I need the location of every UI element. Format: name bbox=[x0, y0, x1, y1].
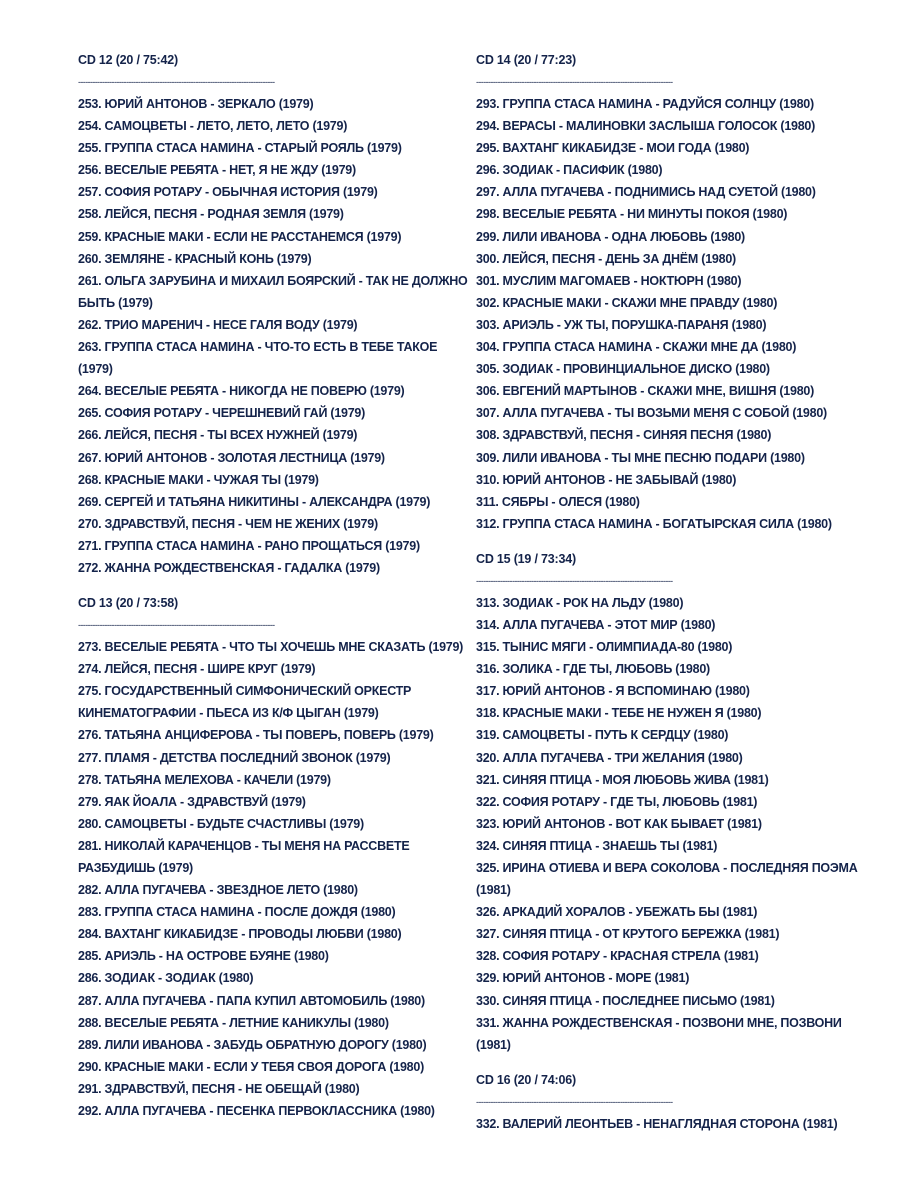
track-item: 283. ГРУППА СТАСА НАМИНА - ПОСЛЕ ДОЖДЯ (1980) bbox=[78, 905, 396, 920]
track-item: 316. ЗОЛИКА - ГДЕ ТЫ, ЛЮБОВЬ (1980) bbox=[476, 662, 710, 677]
track-item: 285. АРИЭЛЬ - НА ОСТРОВЕ БУЯНЕ (1980) bbox=[78, 949, 329, 964]
track-item: 253. ЮРИЙ АНТОНОВ - ЗЕРКАЛО (1979) bbox=[78, 97, 314, 111]
track-item: 297. АЛЛА ПУГАЧЕВА - ПОДНИМИСЬ НАД СУЕТОЙ (1980) bbox=[476, 185, 816, 200]
track-item: 330. СИНЯЯ ПТИЦА - ПОСЛЕДНЕЕ ПИСЬМО (1981) bbox=[476, 993, 775, 1008]
track-item: 269. СЕРГЕЙ И ТАТЬЯНА НИКИТИНЫ - АЛЕКСАНДРА (1979) bbox=[78, 494, 431, 509]
track-item: 309. ЛИЛИ ИВАНОВА - ТЫ МНЕ ПЕСНЮ ПОДАРИ (1980) bbox=[476, 450, 805, 465]
track-item: 275. ГОСУДАРСТВЕННЫЙ СИМФОНИЧЕСКИЙ ОРКЕСТР КИНЕМАТОГРАФИИ - ПЬЕСА ИЗ К/Ф ЦЫГАН (1979) bbox=[78, 684, 412, 721]
track-item: 326. АРКАДИЙ ХОРАЛОВ - УБЕЖАТЬ БЫ (1981) bbox=[476, 905, 758, 920]
track-item: 284. ВАХТАНГ КИКАБИДЗЕ - ПРОВОДЫ ЛЮБВИ (1980) bbox=[78, 927, 402, 942]
track-item: 328. СОФИЯ РОТАРУ - КРАСНАЯ СТРЕЛА (1981) bbox=[476, 949, 759, 964]
track-item: 331. ЖАННА РОЖДЕСТВЕНСКАЯ - ПОЗВОНИ МНЕ, ПОЗВОНИ (1981) bbox=[476, 1015, 842, 1052]
track-item: 267. ЮРИЙ АНТОНОВ - ЗОЛОТАЯ ЛЕСТНИЦА (1979) bbox=[78, 450, 385, 465]
track-item: 264. ВЕСЕЛЫЕ РЕБЯТА - НИКОГДА НЕ ПОВЕРЮ (1979) bbox=[78, 384, 405, 399]
cd-header: CD 15 (19 / 73:34) bbox=[476, 551, 576, 566]
left-column bbox=[78, 49, 470, 1135]
track-item: 311. СЯБРЫ - ОЛЕСЯ (1980) bbox=[476, 494, 640, 509]
track-item: 310. ЮРИЙ АНТОНОВ - НЕ ЗАБЫВАЙ (1980) bbox=[476, 472, 737, 487]
track-item: 287. АЛЛА ПУГАЧЕВА - ПАПА КУПИЛ АВТОМОБИЛЬ (1980) bbox=[78, 993, 425, 1008]
track-item: 299. ЛИЛИ ИВАНОВА - ОДНА ЛЮБОВЬ (1980) bbox=[476, 229, 745, 244]
cd-header: CD 13 (20 / 73:58) bbox=[78, 596, 178, 611]
track-item: 274. ЛЕЙСЯ, ПЕСНЯ - ШИРЕ КРУГ (1979) bbox=[78, 662, 316, 677]
track-item: 293. ГРУППА СТАСА НАМИНА - РАДУЙСЯ СОЛНЦУ (1980) bbox=[476, 97, 814, 111]
right-column bbox=[476, 49, 868, 1148]
track-item: 308. ЗДРАВСТВУЙ, ПЕСНЯ - СИНЯЯ ПЕСНЯ (1980) bbox=[476, 428, 772, 443]
track-item: 262. ТРИО МАРЕНИЧ - НЕСЕ ГАЛЯ ВОДУ (1979) bbox=[78, 317, 358, 332]
cd-header: CD 14 (20 / 77:23) bbox=[476, 53, 576, 67]
cd-block bbox=[476, 548, 868, 1056]
track-item: 256. ВЕСЕЛЫЕ РЕБЯТА - НЕТ, Я НЕ ЖДУ (1979) bbox=[78, 163, 356, 178]
cd-header: CD 12 (20 / 75:42) bbox=[78, 53, 178, 67]
separator-line: ---------------------------------------------------------------------------------- bbox=[78, 77, 275, 87]
track-item: 315. ТЫНИС МЯГИ - ОЛИМПИАДА-80 (1980) bbox=[476, 640, 733, 655]
track-item: 320. АЛЛА ПУГАЧЕВА - ТРИ ЖЕЛАНИЯ (1980) bbox=[476, 750, 743, 765]
track-item: 319. САМОЦВЕТЫ - ПУТЬ К СЕРДЦУ (1980) bbox=[476, 728, 729, 743]
track-item: 286. ЗОДИАК - ЗОДИАК (1980) bbox=[78, 971, 254, 986]
track-item: 303. АРИЭЛЬ - УЖ ТЫ, ПОРУШКА-ПАРАНЯ (1980) bbox=[476, 317, 767, 332]
track-item: 306. ЕВГЕНИЙ МАРТЫНОВ - СКАЖИ МНЕ, ВИШНЯ (1980) bbox=[476, 384, 815, 399]
track-item: 268. КРАСНЫЕ МАКИ - ЧУЖАЯ ТЫ (1979) bbox=[78, 472, 319, 487]
track-item: 298. ВЕСЕЛЫЕ РЕБЯТА - НИ МИНУТЫ ПОКОЯ (1980) bbox=[476, 207, 788, 222]
track-item: 318. КРАСНЫЕ МАКИ - ТЕБЕ НЕ НУЖЕН Я (1980) bbox=[476, 706, 762, 721]
track-item: 314. АЛЛА ПУГАЧЕВА - ЭТОТ МИР (1980) bbox=[476, 617, 716, 632]
track-item: 289. ЛИЛИ ИВАНОВА - ЗАБУДЬ ОБРАТНУЮ ДОРОГУ (1980) bbox=[78, 1037, 427, 1052]
track-item: 312. ГРУППА СТАСА НАМИНА - БОГАТЫРСКАЯ СИЛА (1980) bbox=[476, 516, 832, 531]
track-item: 300. ЛЕЙСЯ, ПЕСНЯ - ДЕНЬ ЗА ДНЁМ (1980) bbox=[476, 251, 736, 266]
track-item: 288. ВЕСЕЛЫЕ РЕБЯТА - ЛЕТНИЕ КАНИКУЛЫ (1980) bbox=[78, 1015, 389, 1030]
track-item: 324. СИНЯЯ ПТИЦА - ЗНАЕШЬ ТЫ (1981) bbox=[476, 838, 718, 853]
track-item: 259. КРАСНЫЕ МАКИ - ЕСЛИ НЕ РАССТАНЕМСЯ (1979) bbox=[78, 229, 402, 244]
cd-block bbox=[476, 49, 868, 535]
track-item: 280. САМОЦВЕТЫ - БУДЬТЕ СЧАСТЛИВЫ (1979) bbox=[78, 816, 364, 831]
track-item: 254. САМОЦВЕТЫ - ЛЕТО, ЛЕТО, ЛЕТО (1979) bbox=[78, 119, 348, 134]
track-item: 292. АЛЛА ПУГАЧЕВА - ПЕСЕНКА ПЕРВОКЛАССНИКА (1980) bbox=[78, 1104, 435, 1119]
track-item: 282. АЛЛА ПУГАЧЕВА - ЗВЕЗДНОЕ ЛЕТО (1980) bbox=[78, 883, 358, 898]
track-item: 270. ЗДРАВСТВУЙ, ПЕСНЯ - ЧЕМ НЕ ЖЕНИХ (1979) bbox=[78, 516, 378, 531]
track-item: 329. ЮРИЙ АНТОНОВ - МОРЕ (1981) bbox=[476, 971, 690, 986]
track-item: 290. КРАСНЫЕ МАКИ - ЕСЛИ У ТЕБЯ СВОЯ ДОРОГА (1980) bbox=[78, 1059, 424, 1074]
separator-line: ---------------------------------------------------------------------------------- bbox=[476, 575, 673, 586]
track-item: 258. ЛЕЙСЯ, ПЕСНЯ - РОДНАЯ ЗЕМЛЯ (1979) bbox=[78, 207, 344, 222]
track-item: 276. ТАТЬЯНА АНЦИФЕРОВА - ТЫ ПОВЕРЬ, ПОВЕРЬ (1979) bbox=[78, 728, 434, 743]
track-item: 313. ЗОДИАК - РОК НА ЛЬДУ (1980) bbox=[476, 595, 684, 610]
track-item: 273. ВЕСЕЛЫЕ РЕБЯТА - ЧТО ТЫ ХОЧЕШЬ МНЕ СКАЗАТЬ (1979) bbox=[78, 640, 464, 655]
track-item: 327. СИНЯЯ ПТИЦА - ОТ КРУТОГО БЕРЕЖКА (1981) bbox=[476, 927, 780, 942]
track-item: 277. ПЛАМЯ - ДЕТСТВА ПОСЛЕДНИЙ ЗВОНОК (1979) bbox=[78, 750, 391, 765]
track-item: 266. ЛЕЙСЯ, ПЕСНЯ - ТЫ ВСЕХ НУЖНЕЙ (1979) bbox=[78, 428, 358, 443]
track-item: 257. СОФИЯ РОТАРУ - ОБЫЧНАЯ ИСТОРИЯ (1979) bbox=[78, 185, 378, 200]
track-item: 263. ГРУППА СТАСА НАМИНА - ЧТО-ТО ЕСТЬ В ТЕБЕ ТАКОЕ (1979) bbox=[78, 340, 438, 377]
cd-block bbox=[78, 592, 470, 1122]
separator-line: ---------------------------------------------------------------------------------- bbox=[78, 620, 275, 631]
track-item: 323. ЮРИЙ АНТОНОВ - ВОТ КАК БЫВАЕТ (1981) bbox=[476, 816, 762, 831]
track-item: 291. ЗДРАВСТВУЙ, ПЕСНЯ - НЕ ОБЕЩАЙ (1980) bbox=[78, 1081, 360, 1096]
track-item: 261. ОЛЬГА ЗАРУБИНА И МИХАИЛ БОЯРСКИЙ - ТАК НЕ ДОЛЖНО БЫТЬ (1979) bbox=[78, 273, 468, 310]
cd-block bbox=[476, 1069, 868, 1135]
track-item: 322. СОФИЯ РОТАРУ - ГДЕ ТЫ, ЛЮБОВЬ (1981) bbox=[476, 794, 758, 809]
track-item: 301. МУСЛИМ МАГОМАЕВ - НОКТЮРН (1980) bbox=[476, 273, 742, 288]
track-item: 304. ГРУППА СТАСА НАМИНА - СКАЖИ МНЕ ДА (1980) bbox=[476, 340, 797, 355]
track-item: 305. ЗОДИАК - ПРОВИНЦИАЛЬНОЕ ДИСКО (1980) bbox=[476, 362, 770, 377]
track-item: 296. ЗОДИАК - ПАСИФИК (1980) bbox=[476, 163, 663, 178]
track-item: 255. ГРУППА СТАСА НАМИНА - СТАРЫЙ РОЯЛЬ (1979) bbox=[78, 141, 402, 156]
track-item: 279. ЯАК ЙОАЛА - ЗДРАВСТВУЙ (1979) bbox=[78, 794, 306, 809]
track-item: 278. ТАТЬЯНА МЕЛЕХОВА - КАЧЕЛИ (1979) bbox=[78, 772, 331, 787]
cd-block bbox=[78, 49, 470, 579]
track-item: 321. СИНЯЯ ПТИЦА - МОЯ ЛЮБОВЬ ЖИВА (1981) bbox=[476, 772, 769, 787]
track-item: 260. ЗЕМЛЯНЕ - КРАСНЫЙ КОНЬ (1979) bbox=[78, 251, 312, 266]
cd-header: CD 16 (20 / 74:06) bbox=[476, 1072, 576, 1087]
track-item: 281. НИКОЛАЙ КАРАЧЕНЦОВ - ТЫ МЕНЯ НА РАССВЕТЕ РАЗБУДИШЬ (1979) bbox=[78, 838, 410, 875]
separator-line: ---------------------------------------------------------------------------------- bbox=[476, 77, 673, 87]
track-item: 317. ЮРИЙ АНТОНОВ - Я ВСПОМИНАЮ (1980) bbox=[476, 684, 750, 699]
track-item: 272. ЖАННА РОЖДЕСТВЕНСКАЯ - ГАДАЛКА (1979) bbox=[78, 560, 380, 575]
track-item: 295. ВАХТАНГ КИКАБИДЗЕ - МОИ ГОДА (1980) bbox=[476, 141, 750, 156]
track-item: 302. КРАСНЫЕ МАКИ - СКАЖИ МНЕ ПРАВДУ (1980) bbox=[476, 295, 778, 310]
track-item: 307. АЛЛА ПУГАЧЕВА - ТЫ ВОЗЬМИ МЕНЯ С СОБОЙ (1980) bbox=[476, 406, 827, 421]
separator-line: ---------------------------------------------------------------------------------- bbox=[476, 1096, 673, 1107]
track-item: 294. ВЕРАСЫ - МАЛИНОВКИ ЗАСЛЫША ГОЛОСОК (1980) bbox=[476, 119, 816, 134]
track-item: 325. ИРИНА ОТИЕВА И ВЕРА СОКОЛОВА - ПОСЛЕДНЯЯ ПОЭМА (1981) bbox=[476, 861, 858, 898]
track-item: 332. ВАЛЕРИЙ ЛЕОНТЬЕВ - НЕНАГЛЯДНАЯ СТОРОНА (1981) bbox=[476, 1116, 838, 1131]
track-item: 271. ГРУППА СТАСА НАМИНА - РАНО ПРОЩАТЬСЯ (1979) bbox=[78, 538, 420, 553]
track-item: 265. СОФИЯ РОТАРУ - ЧЕРЕШНЕВИЙ ГАЙ (1979) bbox=[78, 406, 366, 421]
